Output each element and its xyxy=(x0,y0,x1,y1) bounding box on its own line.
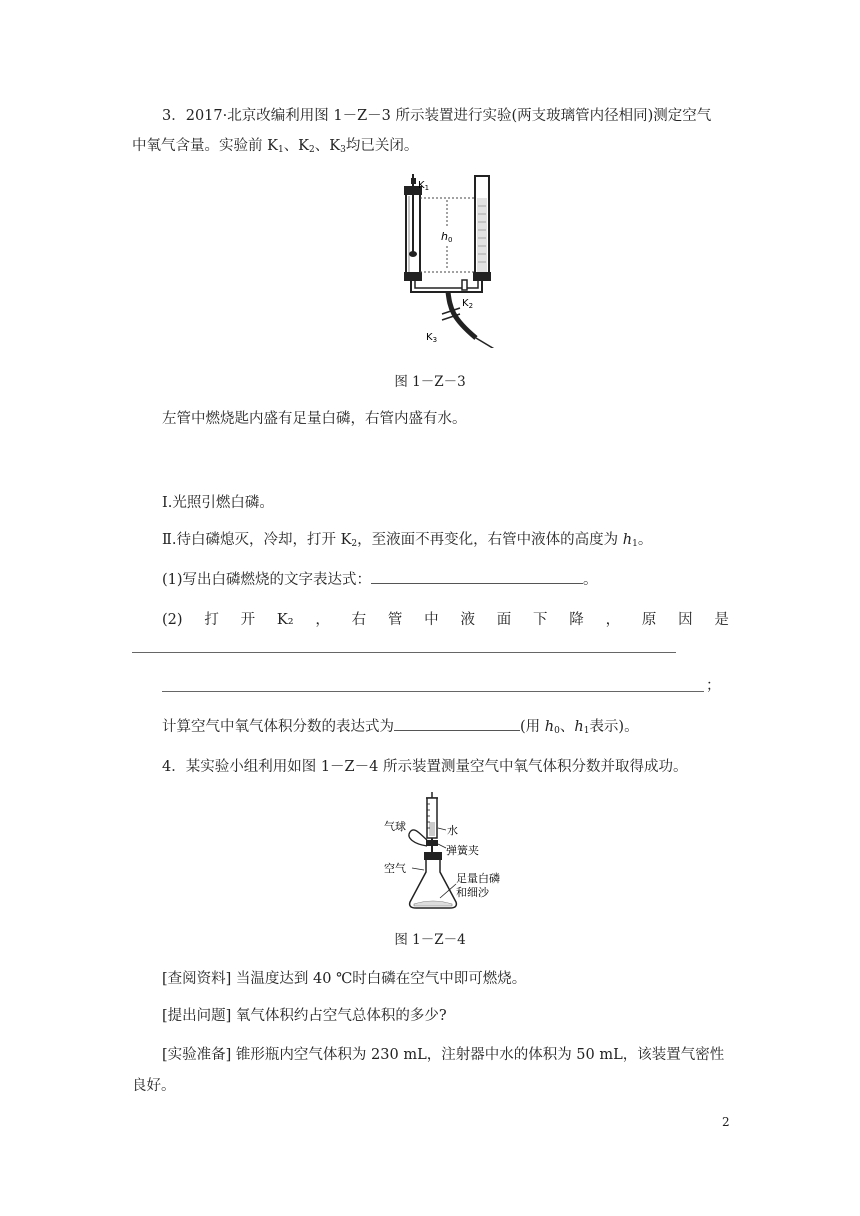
q3-line1: 3．2017·北京改编利用图 1－Z－3 所示装置进行实验(两支玻璃管内径相同)测定空气 xyxy=(162,108,712,124)
label-white-phosphorus: 足量白磷 xyxy=(456,872,500,885)
right-bottom-stopper xyxy=(473,272,491,281)
sub1-end: 。 xyxy=(583,572,598,588)
figure-1-z-4-caption: 图 1－Z－4 xyxy=(394,932,466,948)
sub3-sep: 、 xyxy=(559,719,575,735)
k2-sub: 2 xyxy=(309,145,315,155)
reason-blank-1[interactable] xyxy=(132,652,676,653)
step2-h1-sub: 1 xyxy=(632,539,638,549)
q2-word: 原 xyxy=(641,612,657,628)
step2-text-b: ，至液面不再变化，右管中液体的高度为 xyxy=(357,532,623,548)
q2-word: 管 xyxy=(387,612,403,628)
q3-line2-text-b: 、K xyxy=(283,138,310,154)
q4-prep-line2: 良好。 xyxy=(132,1078,176,1094)
q4-prep-line1: [实验准备] 锥形瓶内空气体积为 230 mL，注射器中水的体积为 50 mL，该装置气密性 xyxy=(162,1047,725,1063)
q2-word: K₂ xyxy=(276,612,294,628)
q4-question: [提出问题] 氧气体积约占空气总体积的多少? xyxy=(162,1008,447,1024)
reason-line-end: ； xyxy=(706,678,721,694)
q2-word: ， xyxy=(605,612,621,628)
q2-word: 因 xyxy=(678,612,693,628)
q3-sub3 xyxy=(162,716,639,741)
balloon xyxy=(409,830,427,846)
phosphorus-sand xyxy=(414,901,452,906)
sub3-text: 计算空气中氧气体积分数的表达式为 xyxy=(162,719,394,735)
figure-1-z-4 xyxy=(384,790,514,914)
q2-word: 中 xyxy=(424,612,439,628)
q3-line2-text-a: 中氧气含量。实验前 K xyxy=(132,138,278,154)
reason-blank-2[interactable] xyxy=(162,691,704,692)
expression-blank[interactable] xyxy=(394,716,520,731)
q2-word: 液 xyxy=(460,612,475,628)
label-k2: $K_2$ xyxy=(462,298,474,310)
word-equation-blank[interactable] xyxy=(371,569,583,584)
left-bottom-stopper xyxy=(404,272,422,281)
q3-line2 xyxy=(132,136,418,160)
var-h1: h xyxy=(574,719,584,735)
flask-stopper xyxy=(424,852,442,860)
q2-word: 降 xyxy=(569,612,584,628)
var-h1-sub: 1 xyxy=(583,726,590,736)
k3-sub: 3 xyxy=(340,145,346,155)
step2-var-h: h xyxy=(622,532,633,548)
combustion-spoon xyxy=(409,251,417,257)
sub3-paren: (用 xyxy=(520,719,545,735)
q4-info: [查阅资料] 当温度达到 40 ℃时白磷在空气中即可燃烧。 xyxy=(162,971,527,987)
label-air: 空气 xyxy=(384,862,406,875)
page-number: 2 xyxy=(722,1115,730,1129)
q2-word: 开 xyxy=(240,612,256,628)
q3-sub1 xyxy=(162,569,598,590)
q3-step1: Ⅰ.光照引燃白磷。 xyxy=(162,495,274,511)
q2-word: 打 xyxy=(204,612,219,628)
label-water: 水 xyxy=(447,824,458,837)
step2-end: 。 xyxy=(637,532,653,548)
step2-k2-sub: 2 xyxy=(351,539,358,549)
figure-1-z-3 xyxy=(380,168,530,348)
q3-sub2-spread-line xyxy=(162,610,729,630)
label-k1: $K_1$ xyxy=(418,180,430,192)
label-k3: $K_3$ xyxy=(426,332,438,344)
step2-text-a: Ⅱ.待白磷熄灭，冷却，打开 K xyxy=(162,532,352,548)
var-h0: h xyxy=(544,719,555,735)
q3-line2-text-c: 、K xyxy=(314,138,341,154)
q2-word: 面 xyxy=(496,612,512,628)
q3-line2-text-d: 均已关闭。 xyxy=(345,138,419,154)
syringe-water xyxy=(429,822,435,836)
q2-word: ， xyxy=(315,612,330,628)
label-spring-clamp: 弹簧夹 xyxy=(446,844,479,857)
q4-line1: 4．某实验小组利用如图 1－Z－4 所示装置测量空气中氧气体积分数并取得成功。 xyxy=(162,759,688,775)
q3-step2 xyxy=(162,530,652,554)
label-balloon: 气球 xyxy=(384,820,406,833)
q2-word: (2) xyxy=(162,612,183,628)
q2-word: 右 xyxy=(351,612,367,628)
var-h0-sub: 0 xyxy=(554,726,560,736)
label-h0: h0 xyxy=(441,230,453,244)
k2-valve xyxy=(462,280,467,290)
sub3-end: 表示)。 xyxy=(589,719,639,735)
figure-1-z-3-caption: 图 1－Z－3 xyxy=(394,374,466,390)
q2-word: 是 xyxy=(714,612,729,628)
q2-word: 下 xyxy=(533,612,548,628)
connecting-tube xyxy=(411,281,482,292)
sub1-text: (1)写出白磷燃烧的文字表达式： xyxy=(162,572,372,588)
k1-sub: 1 xyxy=(277,145,284,155)
right-tube-water xyxy=(477,198,487,274)
q3-description: 左管中燃烧匙内盛有足量白磷，右管内盛有水。 xyxy=(162,411,467,427)
label-fine-sand: 和细沙 xyxy=(456,886,489,899)
